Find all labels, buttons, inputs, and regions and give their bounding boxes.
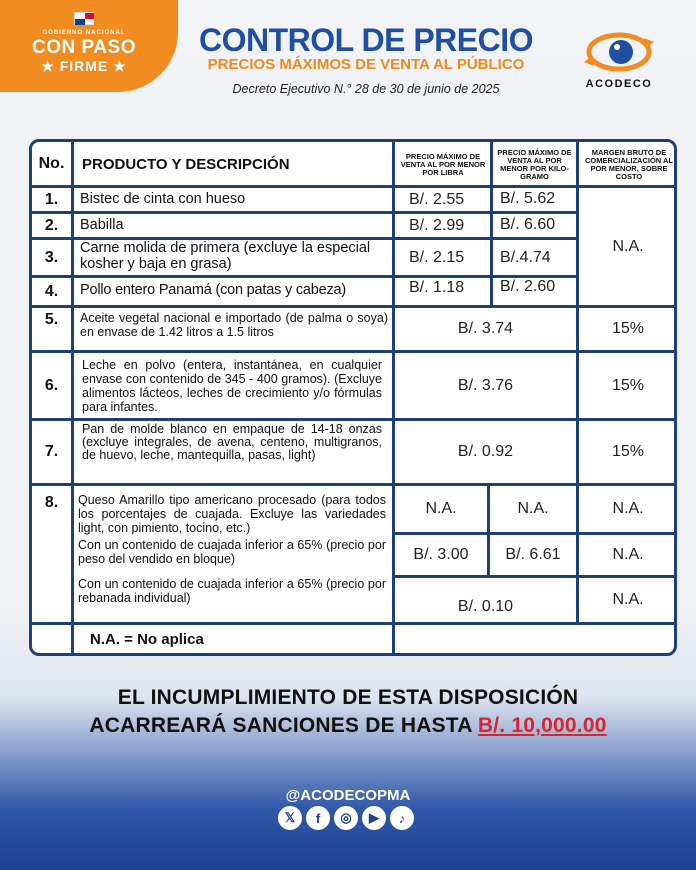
row-8a-description: Queso Amarillo tipo americano procesado (para todos los porcentajes de cuajada. Excluye las variedades light, con pimiento, tocino, etc.) (78, 493, 386, 535)
youtube-icon[interactable]: ▶ (362, 806, 386, 830)
panama-flag-icon (74, 12, 94, 25)
row-2-per-kilo: B/. 6.60 (500, 216, 556, 233)
warning-line1: EL INCUMPLIMIENTO DE ESTA DISPOSICIÓN (117, 686, 579, 709)
row-1-per-pound: B/. 2.55 (409, 191, 465, 208)
row-7-price: B/. 0.92 (457, 443, 514, 460)
header-per-pound: PRECIO MÁXIMO DE VENTA AL POR MENOR POR LIBRA (400, 152, 486, 177)
row-8c-price: B/. 0.10 (457, 598, 514, 615)
row-7-no: 7. (44, 443, 59, 460)
badge-line1: CON PASO (32, 37, 136, 58)
row-6-description: Leche en polvo (entera, instantánea, en cualquier envase con contenido de 345 - 400 gramos). (Excluye alimentos lácteos, leches de crecimiento y/o fórmulas para infantes. (82, 358, 382, 414)
social-handle: @ACODECOPMA (285, 787, 411, 804)
row-8-no: 8. (44, 494, 59, 511)
fine-amount: B/. 10,000.00 (477, 714, 607, 737)
badge-line2: ★ FIRME ★ (41, 58, 127, 74)
x-icon[interactable]: 𝕏 (278, 806, 302, 830)
badge-top-text: GOBIERNO NACIONAL (42, 30, 126, 36)
meat-margin-value: N.A. (612, 237, 644, 255)
row-3-per-kilo: B/.4.74 (500, 249, 551, 266)
tiktok-icon[interactable]: ♪ (390, 806, 414, 830)
row-3-no: 3. (44, 248, 59, 266)
header-margin: MARGEN BRUTO DE COMERCIALIZACIÓN AL POR MENOR, SOBRE COSTO (584, 148, 674, 181)
row-2-no: 2. (44, 216, 59, 234)
acodeco-logo-text: ACODECO (585, 78, 653, 90)
row-1-no: 1. (44, 190, 59, 208)
row-8a-margin: N.A. (612, 500, 644, 517)
row-2-per-pound: B/. 2.99 (409, 217, 465, 234)
header-product: PRODUCTO Y DESCRIPCIÓN (82, 156, 290, 173)
row-4-no: 4. (44, 282, 59, 300)
row-8b-margin: N.A. (612, 546, 644, 563)
gobierno-badge (0, 0, 178, 92)
row-4-description: Pollo entero Panamá (con patas y cabeza) (80, 282, 347, 298)
row-3-description: Carne molida de primera (excluye la especial kosher y baja en grasa) (80, 240, 371, 272)
header-per-kilo: PRECIO MÁXIMO DE VENTA AL POR MENOR POR KILO-GRAMO (497, 148, 572, 181)
row-2-description: Babilla (80, 217, 124, 233)
row-7-description: Pan de molde blanco en empaque de 14-18 onzas (excluye integrales, de avena, centeno, multigranos, de huevo, leche, mantequilla, pasas, light) (82, 422, 382, 462)
row-1-per-kilo: B/. 5.62 (500, 190, 556, 207)
row-6-no: 6. (44, 376, 59, 394)
row-6-margin: 15% (611, 376, 645, 394)
row-6-price: B/. 3.76 (457, 376, 514, 394)
row-4-per-kilo: B/. 2.60 (500, 278, 556, 295)
row-3-per-pound: B/. 2.15 (409, 249, 465, 266)
price-table (29, 139, 677, 656)
row-8b-per-kilo: B/. 6.61 (505, 546, 561, 563)
instagram-icon[interactable]: ◎ (334, 806, 358, 830)
row-7-margin: 15% (611, 443, 645, 460)
row-8c-description: Con un contenido de cuajada inferior a 65% (precio por rebanada individual) (78, 577, 386, 605)
row-1-description: Bistec de cinta con hueso (80, 191, 246, 207)
row-4-per-pound: B/. 1.18 (409, 279, 465, 296)
row-8c-margin: N.A. (612, 591, 644, 608)
row-8b-per-pound: B/. 3.00 (413, 546, 469, 563)
header-no: No. (38, 154, 65, 172)
row-8b-description: Con un contenido de cuajada inferior a 65% (precio por peso del vendido en bloque) (78, 538, 386, 566)
warning-line2 (0, 714, 696, 738)
row-5-description: Aceite vegetal nacional e importado (de palma o soya) en envase de 1.42 litros a 1.5 litros (80, 311, 388, 339)
warning-prefix: ACARREARÁ SANCIONES DE HASTA (89, 714, 478, 737)
row-8a-per-kilo: N.A. (517, 500, 549, 517)
social-icons (278, 806, 414, 830)
page-title: CONTROL DE PRECIO (198, 22, 534, 58)
row-5-no: 5. (44, 311, 59, 328)
row-5-price: B/. 3.74 (457, 320, 514, 337)
page-subtitle: PRECIOS MÁXIMOS DE VENTA AL PÚBLICO (207, 56, 525, 73)
decree-text: Decreto Ejecutivo N.° 28 de 30 de junio de 2025 (232, 82, 500, 96)
row-5-margin: 15% (611, 320, 645, 337)
row-8a-per-pound: N.A. (425, 500, 457, 517)
facebook-icon[interactable]: f (306, 806, 330, 830)
footnote: N.A. = No aplica (90, 631, 204, 648)
